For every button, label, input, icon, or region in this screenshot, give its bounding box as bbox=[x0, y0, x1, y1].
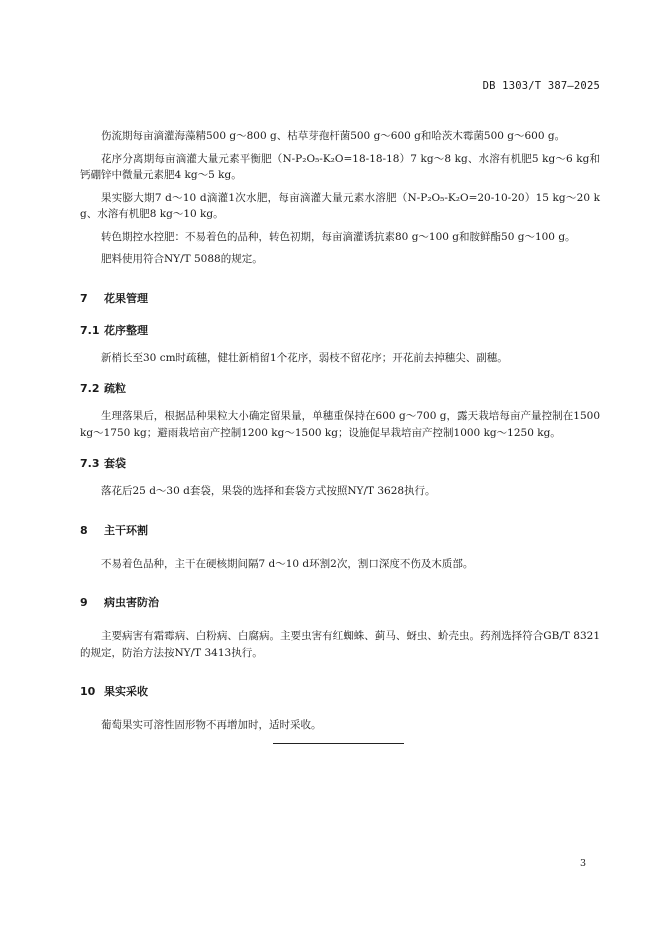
end-of-text-rule bbox=[273, 743, 404, 744]
paragraph-inflorescence-separation: 花序分离期每亩滴灌大量元素平衡肥（N-P₂O₅-K₂O=18-18-18）7 kg～8 kg、水溶有机肥5 kg～6 kg和钙硼锌中微量元素肥4 kg～5 kg。 bbox=[80, 152, 600, 181]
subsection-number: 7.1 bbox=[80, 323, 100, 337]
section-title: 主干环割 bbox=[104, 523, 148, 537]
section-9-heading bbox=[80, 596, 600, 610]
section-10-text: 葡萄果实可溶性固形物不再增加时，适时采收。 bbox=[101, 719, 322, 731]
section-9-text: 主要病害有霜霉病、白粉病、白腐病。主要虫害有红蜘蛛、蓟马、蚜虫、蚧壳虫。药剂选择符合GB/T 8321的规定，防治方法按NY/T 3413执行。 bbox=[80, 630, 600, 659]
section-10-heading bbox=[80, 685, 600, 699]
section-7-3-heading bbox=[80, 457, 600, 471]
section-7-1-text: 新梢长至30 cm时疏穗，健壮新梢留1个花序，弱枝不留花序；开花前去掉穗尖、副穗。 bbox=[101, 351, 508, 364]
subsection-title: 花序整理 bbox=[104, 323, 148, 337]
section-7-heading bbox=[80, 292, 600, 306]
subsection-title: 套袋 bbox=[104, 457, 126, 470]
standard-code-header: DB 1303/T 387—2025 bbox=[482, 80, 600, 92]
subsection-title: 疏粒 bbox=[104, 382, 126, 395]
section-number: 10 bbox=[80, 685, 96, 698]
section-7-1-heading bbox=[80, 324, 600, 338]
section-8-text: 不易着色品种，主干在硬核期间隔7 d～10 d环割2次，割口深度不伤及木质部。 bbox=[101, 557, 474, 570]
section-7-2-text: 生理落果后，根据品种果粒大小确定留果量，单穗重保持在600 g～700 g，露天栽培每亩产量控制在1500 kg～1750 kg；避雨栽培亩产控制1200 kg～1500 kg；设施促早栽培亩产控制1000 kg～1250 kg。 bbox=[80, 410, 600, 439]
section-title: 花果管理 bbox=[104, 291, 148, 305]
section-7-3-text: 落花后25 d～30 d套袋，果袋的选择和套袋方式按照NY/T 3628执行。 bbox=[101, 485, 436, 497]
page-number: 3 bbox=[579, 858, 586, 869]
section-number: 9 bbox=[80, 596, 88, 609]
paragraph-bleeding-stage: 伤流期每亩滴灌海藻精500 g～800 g、枯草芽孢杆菌500 g～600 g和哈茨木霉菌500 g～600 g。 bbox=[101, 130, 566, 142]
subsection-number: 7.2 bbox=[80, 382, 100, 395]
section-number: 8 bbox=[80, 523, 88, 537]
subsection-number: 7.3 bbox=[80, 457, 100, 470]
paragraph-fruit-expansion: 果实膨大期7 d～10 d滴灌1次水肥，每亩滴灌大量元素水溶肥（N-P₂O₅-K₂O=20-10-20）15 kg～20 kg、水溶有机肥8 kg～10 kg。 bbox=[80, 191, 600, 220]
section-title: 病虫害防治 bbox=[104, 596, 159, 609]
paragraph-veraison: 转色期控水控肥：不易着色的品种，转色初期，每亩滴灌诱抗素80 g～100 g和胺鲜酯50 g～100 g。 bbox=[101, 230, 576, 243]
paragraph-fertilizer-standard: 肥料使用符合NY/T 5088的规定。 bbox=[101, 253, 263, 265]
document-body bbox=[80, 128, 600, 740]
section-title: 果实采收 bbox=[104, 685, 148, 698]
section-8-heading bbox=[80, 524, 600, 538]
section-number: 7 bbox=[80, 291, 88, 305]
section-7-2-heading bbox=[80, 382, 600, 396]
